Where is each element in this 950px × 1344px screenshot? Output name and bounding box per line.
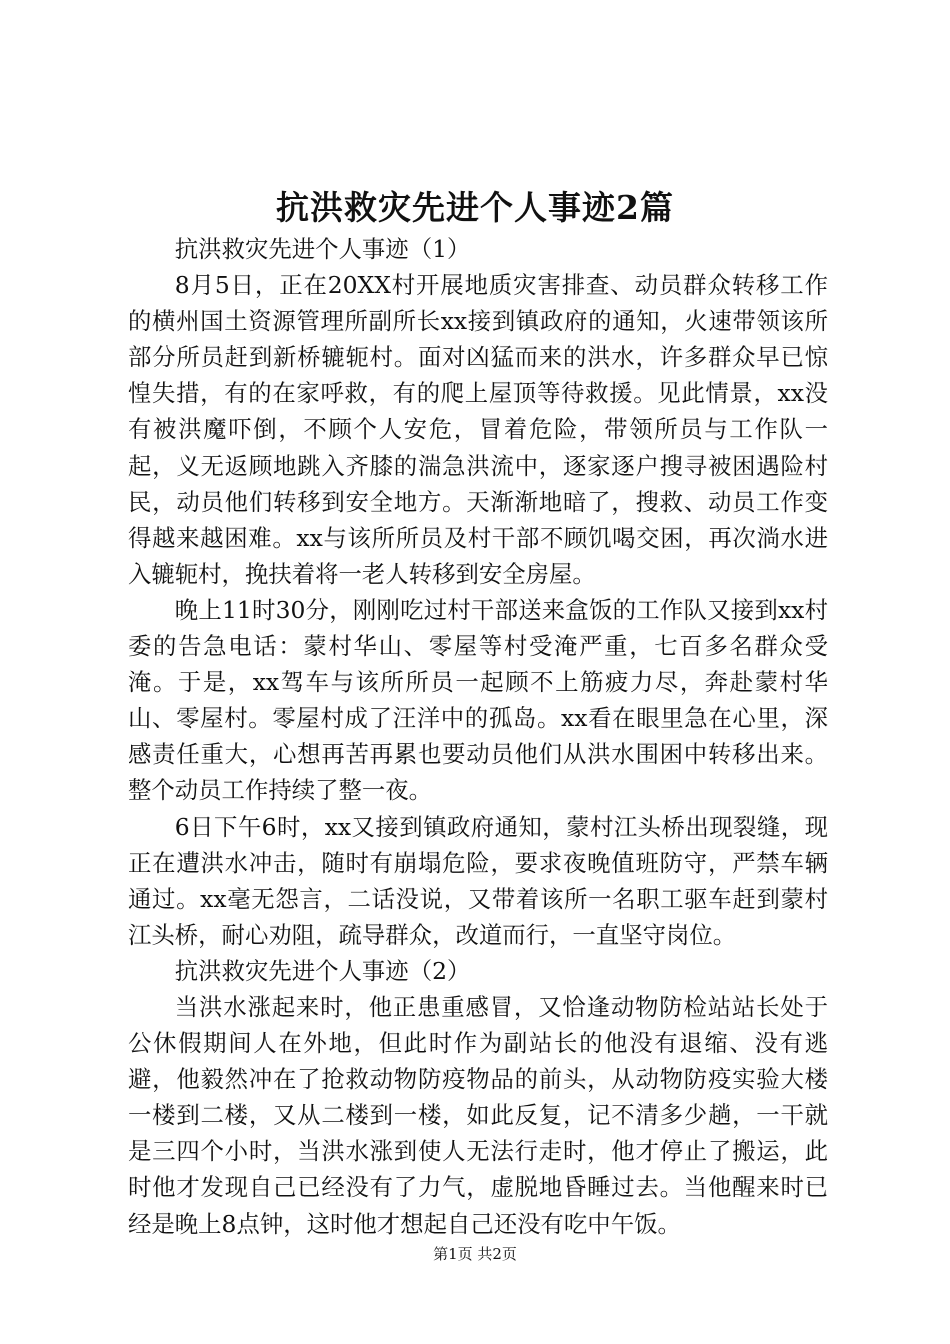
section-heading-2: 抗洪救灾先进个人事迹（2） [174, 956, 471, 985]
document-title: 抗洪救灾先进个人事迹2篇 [276, 188, 674, 227]
paragraph: 8月5日，正在20XX村开展地质灾害排查、动员群众转移工作的横州国土资源管理所副所长xx接到镇政府的通知，火速带领该所部分所员赶到新桥辘轭村。面对凶猛而来的洪水，许多群众早已惊惶失措，有的在家呼救，有的爬上屋顶等待救援。见此情景，xx没有被洪魔吓倒，不顾个人安危，冒着危险，带领所员与工作队一起，义无返顾地跳入齐膝的湍急洪流中，逐家逐户搜寻被困遇险村民，动员他们转移到安全地方。天渐渐地暗了，搜救、动员工作变得越来越困难。xx与该所所员及村干部不顾饥喝交困，再次淌水进入辘轭村，挽扶着将一老人转移到安全房屋。 [128, 271, 828, 588]
document-body [128, 231, 828, 1242]
page-number-footer: 第1页 共2页 [433, 1245, 517, 1263]
paragraph: 6日下午6时，xx又接到镇政府通知，蒙村江头桥出现裂缝，现正在遭洪水冲击，随时有崩塌危险，要求夜晚值班防守，严禁车辆通过。xx毫无怨言，二话没说，又带着该所一名职工驱车赶到蒙村江头桥，耐心劝阻，疏导群众，改道而行，一直坚守岗位。 [128, 812, 828, 949]
paragraph: 当洪水涨起来时，他正患重感冒，又恰逢动物防检站站长处于公休假期间人在外地，但此时作为副站长的他没有退缩、没有逃避，他毅然冲在了抢救动物防疫物品的前头，从动物防疫实验大楼一楼到二楼，又从二楼到一楼，如此反复，记不清多少趟，一干就是三四个小时，当洪水涨到使人无法行走时，他才停止了搬运，此时他才发现自己已经没有了力气，虚脱地昏睡过去。当他醒来时已经是晚上8点钟，这时他才想起自己还没有吃中午饭。 [128, 992, 828, 1238]
section-heading-1: 抗洪救灾先进个人事迹（1） [174, 235, 471, 263]
paragraph: 晚上11时30分，刚刚吃过村干部送来盒饭的工作队又接到xx村委的告急电话：蒙村华山、零屋等村受淹严重，七百多名群众受淹。于是，xx驾车与该所所员一起顾不上筋疲力尽，奔赴蒙村华山、零屋村。零屋村成了汪洋中的孤岛。xx看在眼里急在心里，深感责任重大，心想再苦再累也要动员他们从洪水围困中转移出来。整个动员工作持续了整一夜。 [128, 595, 828, 805]
